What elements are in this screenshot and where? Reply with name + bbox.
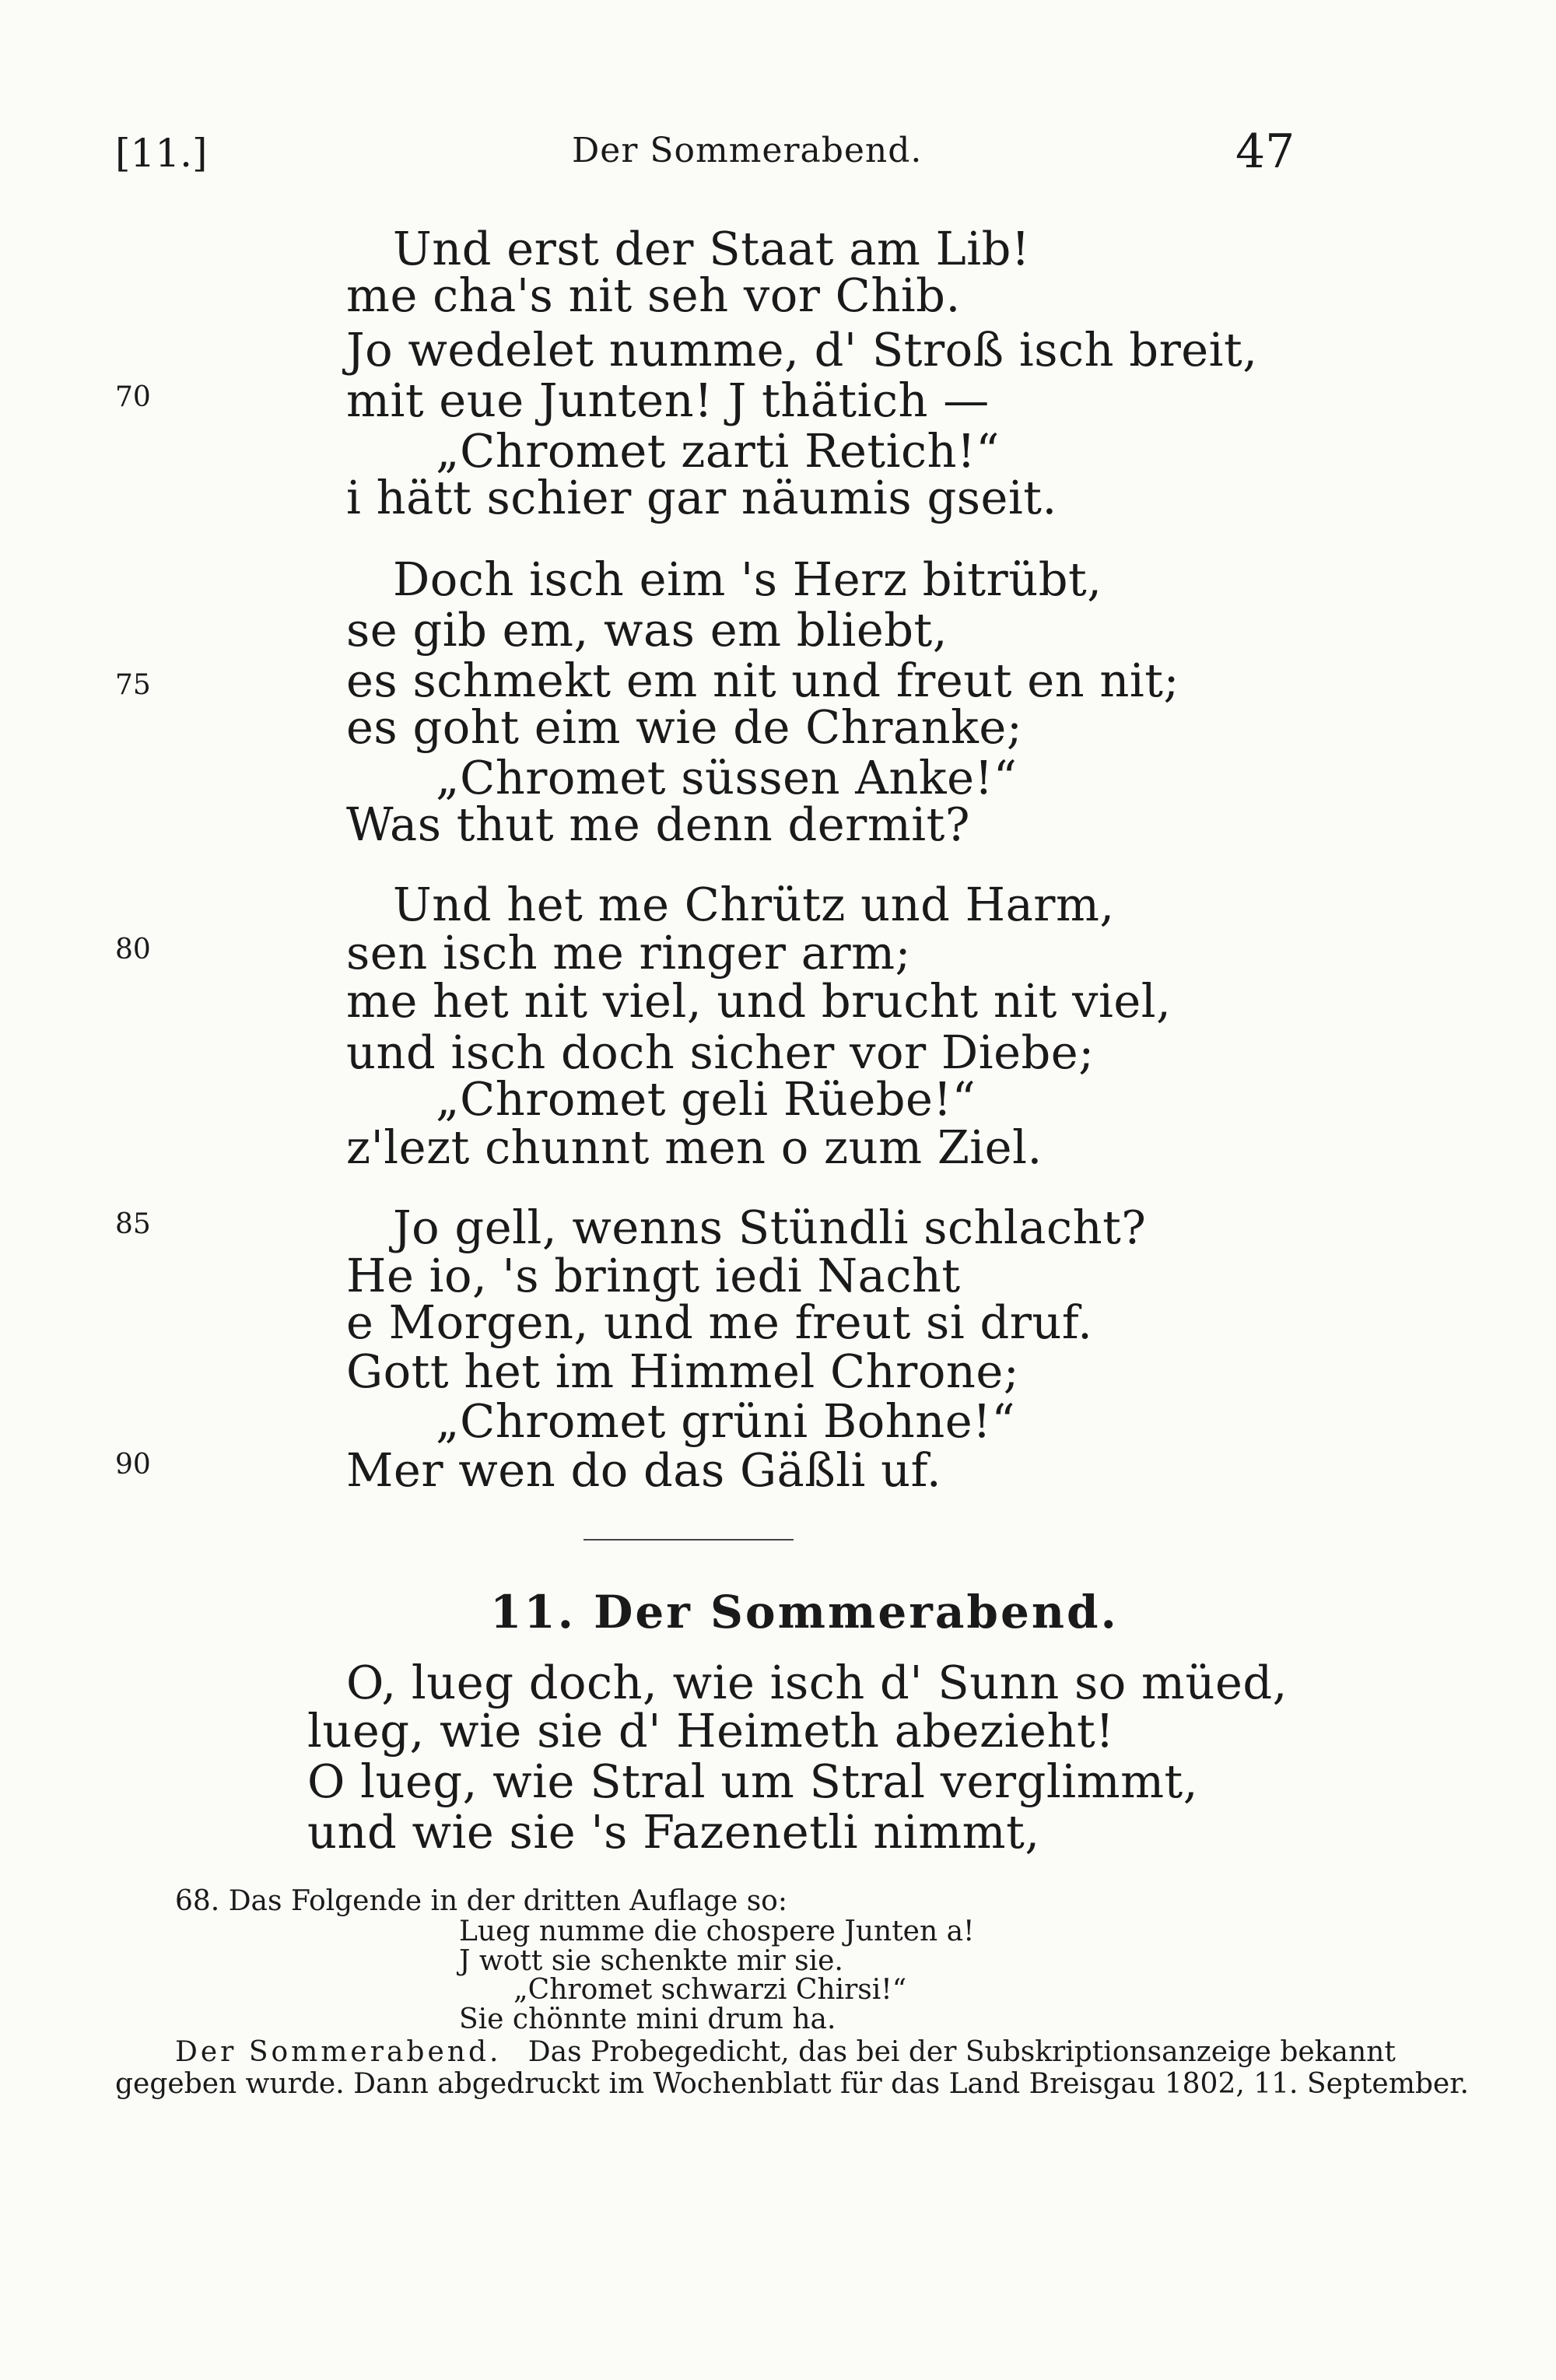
variant-note-line: Lueg numme die chospere Junten a! — [459, 1916, 975, 1947]
poem-line: O lueg, wie Stral um Stral verglimmt, — [307, 1754, 1199, 1808]
variant-note-line: „Chromet schwarzi Chirsi!“ — [513, 1974, 907, 2006]
poem-line: und wie sie 's Fazenetli nimmt, — [307, 1805, 1040, 1859]
poem-line: se gib em, was em bliebt, — [346, 603, 948, 657]
page-number: 47 — [1235, 124, 1295, 179]
footnote-text: Das Probegedicht, das bei der Subskriptionsanzeige bekannt — [527, 2036, 1396, 2068]
poem-line: „Chromet grüni Bohne!“ — [436, 1394, 1016, 1448]
poem-line: Jo wedelet numme, d' Stroß isch breit, — [346, 323, 1258, 377]
variant-note-intro: 68. Das Folgende in der dritten Auflage so: — [175, 1885, 787, 1917]
poem-line: me het nit viel, und brucht nit viel, — [346, 974, 1172, 1028]
poem-line: sen isch me ringer arm; — [346, 926, 911, 980]
poem-line: lueg, wie sie d' Heimeth abezieht! — [307, 1704, 1115, 1758]
poem-line: „Chromet geli Rüebe!“ — [436, 1072, 976, 1126]
poem-line: „Chromet süssen Anke!“ — [436, 751, 1018, 804]
section-divider — [584, 1539, 794, 1541]
line-number: 85 — [115, 1208, 151, 1240]
poem-line: und isch doch sicher vor Diebe; — [346, 1025, 1095, 1079]
line-number: 90 — [115, 1449, 151, 1481]
footnote-line-1 — [175, 2036, 1396, 2068]
footnote-label: Der Sommerabend. — [175, 2036, 502, 2068]
poem-line: Mer wen do das Gäßli uf. — [346, 1443, 942, 1497]
poem-line: e Morgen, und me freut si druf. — [346, 1295, 1093, 1349]
poem-line: me cha's nit seh vor Chib. — [346, 268, 961, 322]
poem-line: z'lezt chunnt men o zum Ziel. — [346, 1120, 1043, 1174]
poem-title: 11. Der Sommerabend. — [490, 1586, 1119, 1639]
poem-line: Was thut me denn dermit? — [346, 797, 970, 851]
line-number: 80 — [115, 934, 151, 966]
poem-line: Und het me Chrütz und Harm, — [393, 878, 1115, 931]
poem-line: Gott het im Himmel Chrone; — [346, 1344, 1020, 1398]
line-number: 70 — [115, 381, 151, 413]
section-marker: [11.] — [115, 131, 208, 176]
variant-note-line: J wott sie schenkte mir sie. — [459, 1945, 843, 1977]
poem-line: „Chromet zarti Retich!“ — [436, 424, 1000, 478]
running-title: Der Sommerabend. — [572, 131, 923, 170]
poem-line: Und erst der Staat am Lib! — [393, 222, 1031, 275]
poem-line: Doch isch eim 's Herz bitrübt, — [393, 552, 1102, 606]
poem-line: O, lueg doch, wie isch d' Sunn so müed, — [346, 1656, 1288, 1709]
poem-line: mit eue Junten! J thätich — — [346, 373, 990, 427]
poem-line: es schmekt em nit und freut en nit; — [346, 654, 1179, 707]
variant-note-line: Sie chönnte mini drum ha. — [459, 2003, 836, 2035]
poem-line: i hätt schier gar näumis gseit. — [346, 471, 1057, 524]
poem-line: Jo gell, wenns Stündli schlacht? — [393, 1201, 1147, 1254]
footnote-line-2: gegeben wurde. Dann abgedruckt im Wochenblatt für das Land Breisgau 1802, 11. September. — [115, 2068, 1469, 2100]
line-number: 75 — [115, 669, 151, 701]
poem-line: He io, 's bringt iedi Nacht — [346, 1249, 961, 1302]
poem-line: es goht eim wie de Chranke; — [346, 700, 1023, 754]
